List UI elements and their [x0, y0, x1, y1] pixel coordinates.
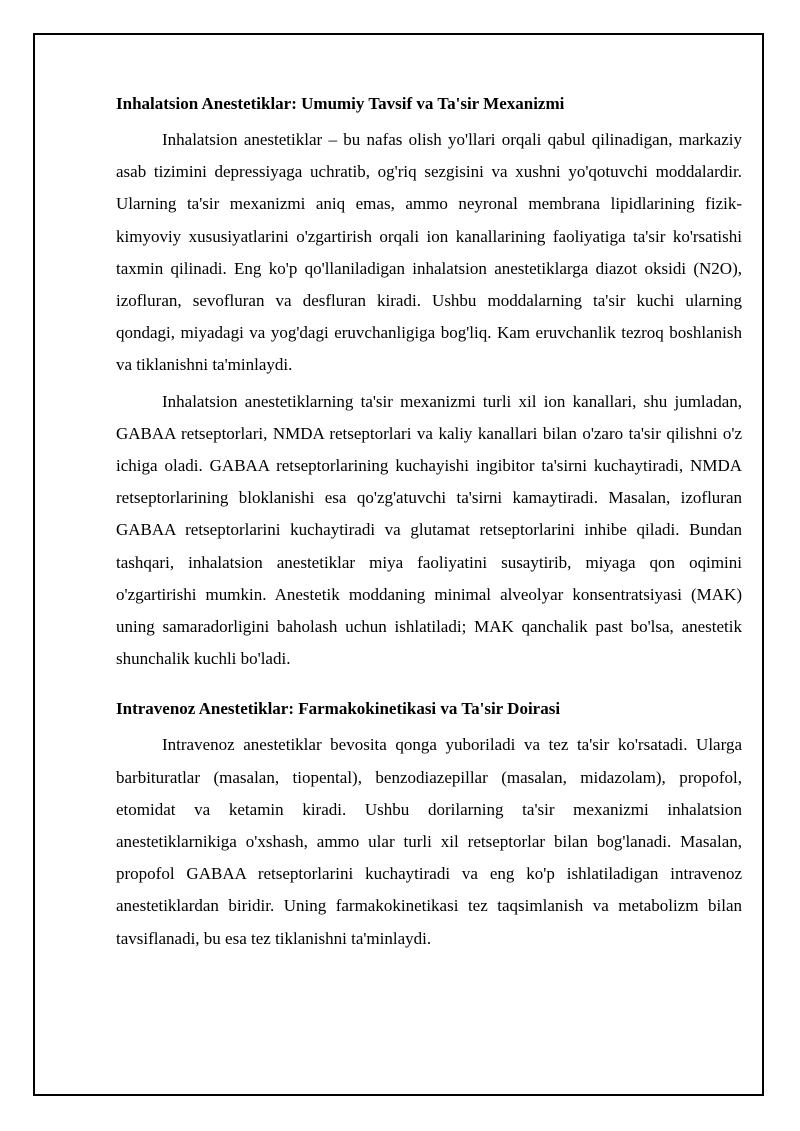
paragraph: Inhalatsion anestetiklar – bu nafas olish yo'llari orqali qabul qilinadigan, markaziy asab tizimini depressiyaga uchratib, og'riq sezgisini va xushni yo'qotuvchi moddalardir. Ularning ta'sir mexanizmi aniq emas, ammo neyronal membrana lipidlarining fizik-kimyoviy xususiyatlarini o'zgartirish orqali ion kanallarining faoliyatiga ta'sir ko'rsatishi taxmin qilinadi. Eng ko'p qo'llaniladigan inhalatsion anestetiklarga diazot oksidi (N2O), izofluran, sevofluran va desfluran kiradi. Ushbu moddalarning ta'sir kuchi ularning qondagi, miyadagi va yog'dagi eruvchanligiga bog'liq. Kam eruvchanlik tezroq boshlanish va tiklanishni ta'minlaydi. [116, 130, 742, 375]
document-body [116, 92, 742, 959]
section-heading: Inhalatsion Anestetiklar: Umumiy Tavsif va Ta'sir Mexanizmi [116, 94, 565, 113]
paragraph: Intravenoz anestetiklar bevosita qonga yuboriladi va tez ta'sir ko'rsatadi. Ularga barbituratlar (masalan, tiopental), benzodiazepillar (masalan, midazolam), propofol, etomidat va ketamin kiradi. Ushbu dorilarning ta'sir mexanizmi inhalatsion anestetiklarnikiga o'xshash, ammo ular turli xil retseptorlar bilan bog'lanadi. Masalan, propofol GABAA retseptorlarini kuchaytiradi va eng ko'p ishlatiladigan intravenoz anestetiklardan biridir. Uning farmakokinetikasi tez taqsimlanish va metabolizm bilan tavsiflanadi, bu esa tez tiklanishni ta'minlaydi. [116, 735, 742, 948]
paragraph: Inhalatsion anestetiklarning ta'sir mexanizmi turli xil ion kanallari, shu jumladan, GABAA retseptorlari, NMDA retseptorlari va kaliy kanallari bilan o'zaro ta'sir qilishni o'z ichiga oladi. GABAA retseptorlarining kuchayishi ingibitor ta'sirni kuchaytiradi, NMDA retseptorlarining bloklanishi esa qo'zg'atuvchi ta'sirni kamaytiradi. Masalan, izofluran GABAA retseptorlarini kuchaytiradi va glutamat retseptorlarini inhibe qiladi. Bundan tashqari, inhalatsion anestetiklar miya faoliyatini susaytirib, miyaga qon oqimini o'zgartirishi mumkin. Anestetik moddaning minimal alveolyar konsentratsiyasi (MAK) uning samaradorligini baholash uchun ishlatiladi; MAK qanchalik past bo'lsa, anestetik shunchalik kuchli bo'ladi. [116, 391, 742, 669]
section-heading: Intravenoz Anestetiklar: Farmakokinetikasi va Ta'sir Doirasi [116, 699, 561, 719]
section-inhalation [116, 92, 742, 675]
section-intravenous [116, 697, 742, 954]
